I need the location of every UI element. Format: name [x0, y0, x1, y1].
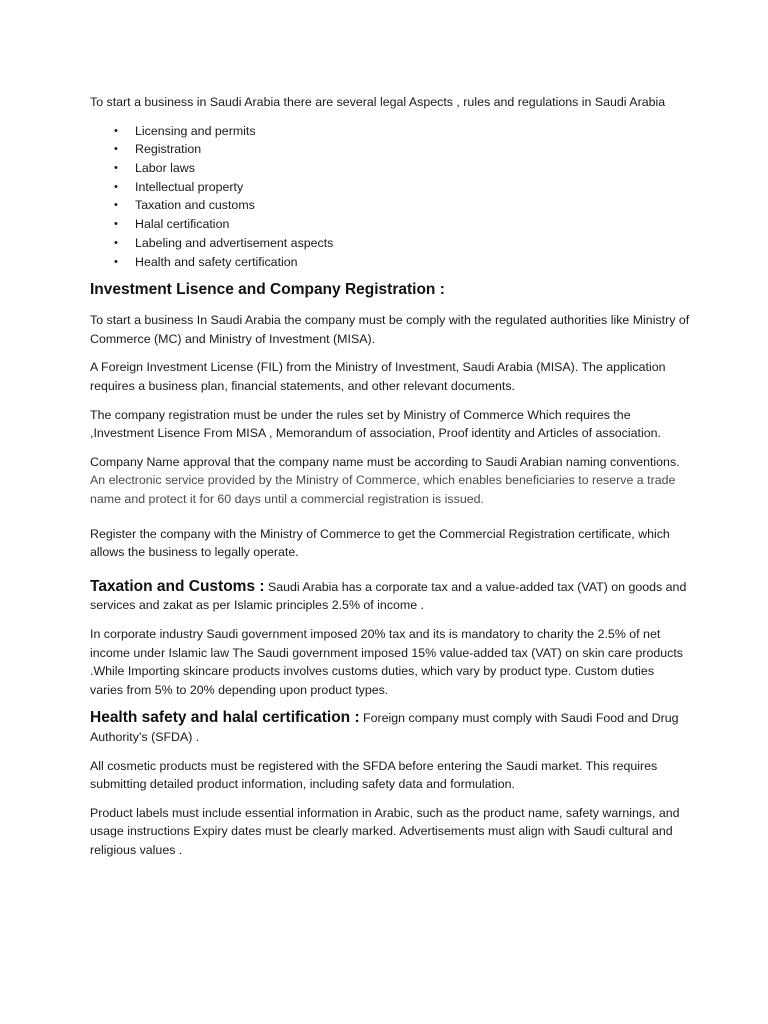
investment-paragraph-2: A Foreign Investment License (FIL) from the Ministry of Investment, Saudi Arabia (MISA). The application requires a business plan, financial statements, and other relevant documents. — [90, 360, 666, 393]
list-item: • Halal certification — [90, 215, 690, 234]
health-paragraph-1 — [90, 709, 690, 746]
investment-paragraph-1: To start a business In Saudi Arabia the company must be comply with the regulated authorities like Ministry of Commerce (MC) and Ministry of Investment (MISA). — [90, 313, 690, 346]
list-item: • Registration — [90, 140, 690, 159]
bullet-icon: • — [114, 180, 118, 193]
list-item: • Labeling and advertisement aspects — [90, 234, 690, 253]
taxation-heading: Taxation and Customs : — [90, 577, 265, 595]
bullet-icon: • — [114, 162, 118, 174]
bullet-icon: • — [114, 199, 118, 212]
health-lead: Foreign company must comply with Saudi Food and Drug Authority’s (SFDA) . — [90, 711, 679, 744]
investment-paragraph-3: The company registration must be under the rules set by Ministry of Commerce Which requires the ,Investment Lisence From MISA , Memorandum of association, Proof identity and Articles of association. — [90, 407, 661, 441]
health-paragraph-3: Product labels must include essential information in Arabic, such as the product name, safety warnings, and usage instructions Expiry dates must be clearly marked. Advertisements must align with Saudi cultural and religious values . — [90, 805, 680, 857]
list-item: • Intellectual property — [90, 178, 690, 197]
investment-heading: Investment Lisence and Company Registration : — [90, 281, 445, 299]
legal-aspects-list — [90, 122, 690, 272]
health-heading: Health safety and halal certification : — [90, 709, 360, 727]
name-approval-lead: Company Name approval that the company name must be according to Saudi Arabian naming conventions. — [90, 454, 680, 469]
bullet-icon: • — [114, 255, 118, 268]
bullet-icon: • — [114, 143, 118, 156]
taxation-lead: Saudi Arabia has a corporate tax and a value-added tax (VAT) on goods and services and zakat as per Islamic principles 2.5% of income . — [90, 579, 687, 613]
taxation-paragraph-2: In corporate industry Saudi government imposed 20% tax and its is mandatory to charity the 2.5% of net income under Islamic law The Saudi government imposed 15% value-added tax (VAT) on skin care products .While Importing skincare products involves customs duties, which vary by product type. Custom duties varies from 5% to 20% depending upon product types. — [90, 626, 683, 697]
investment-paragraph-4 — [90, 453, 690, 509]
list-item: • Taxation and customs — [90, 196, 690, 215]
list-item: • Labor laws — [90, 159, 690, 178]
bullet-icon: • — [114, 124, 118, 137]
name-approval-detail: An electronic service provided by the Ministry of Commerce, which enables beneficiaries to reserve a trade name and protect it for 60 days until a commercial registration is issued. — [90, 473, 676, 506]
taxation-paragraph-1 — [90, 578, 690, 615]
intro-paragraph: To start a business in Saudi Arabia there are several legal Aspects , rules and regulations in Saudi Arabia — [90, 95, 666, 109]
list-item: • Licensing and permits — [90, 122, 690, 141]
bullet-icon: • — [114, 236, 118, 249]
document-page — [90, 93, 690, 869]
investment-paragraph-5: Register the company with the Ministry of Commerce to get the Commercial Registration certificate, which allows the business to legally operate. — [90, 526, 670, 560]
health-paragraph-2: All cosmetic products must be registered with the SFDA before entering the Saudi market. This requires submitting detailed product information, including safety data and formulation. — [90, 758, 658, 792]
bullet-icon: • — [114, 218, 118, 231]
list-item: • Health and safety certification — [90, 253, 690, 272]
